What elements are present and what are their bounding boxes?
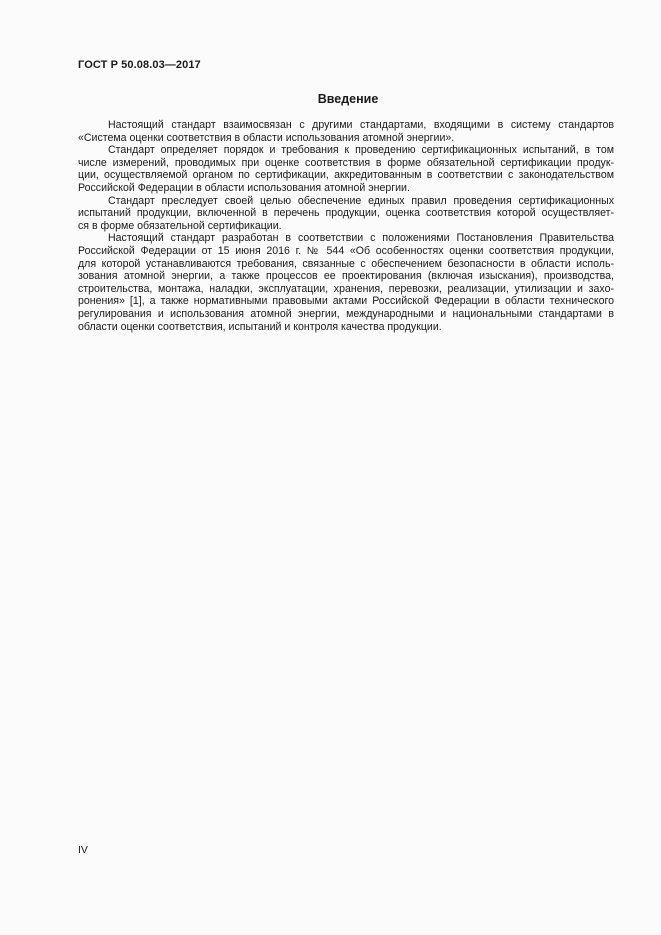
introduction-body	[78, 119, 614, 333]
paragraph-2	[78, 144, 614, 194]
text-line: числе измерений, проводимых при оценке соответствия в форме обязательной сертификации продук-	[78, 156, 614, 169]
paragraph-1	[78, 119, 614, 144]
text-line: регулирования и использования атомной энергии, международными и национальными стандартами в	[78, 307, 614, 320]
text-line: Стандарт определяет порядок и требования к проведению сертификационных испытаний, в том	[108, 144, 614, 157]
paragraph-4	[78, 232, 614, 333]
text-line: ронения» [1], а также нормативными правовыми актами Российской Федерации в области технического	[78, 295, 614, 308]
page-number: IV	[78, 844, 88, 856]
text-line: Настоящий стандарт разработан в соответствии с положениями Постановления Правительства	[108, 232, 614, 245]
text-line: для которой устанавливаются требования, связанные с обеспечением безопасности в области исполь-	[78, 257, 614, 270]
section-title: Введение	[317, 92, 379, 106]
text-line: Настоящий стандарт взаимосвязан с другими стандартами, входящими в систему стандартов	[108, 119, 614, 131]
text-line: Российской Федерации от 15 июня 2016 г. № 544 «Об особенностях оценки соответствия продукции,	[78, 244, 614, 257]
text-line: Российской Федерации в области использования атомной энергии.	[78, 181, 410, 194]
text-line: области оценки соответствия, испытаний и контроля качества продукции.	[78, 320, 442, 333]
text-line: «Система оценки соответствия в области использования атомной энергии».	[78, 131, 455, 144]
text-line: зования атомной энергии, а также процессов ее проектирования (включая изыскания), производства,	[78, 270, 614, 283]
text-line: строительства, монтажа, наладки, эксплуатации, хранения, перевозки, реализации, утилизации и захо-	[78, 282, 614, 295]
text-line: ся в форме обязательной сертификации.	[78, 219, 282, 232]
text-line: ции, осуществляемой органом по сертификации, аккредитованным в соответствии с законодательством	[78, 169, 614, 182]
text-line: Стандарт преследует своей целью обеспечение единых правил проведения сертификационных	[108, 194, 614, 207]
document-code-header: ГОСТ Р 50.08.03—2017	[78, 59, 201, 71]
paragraph-3	[78, 195, 614, 233]
text-line: испытаний продукции, включенной в перечень продукции, оценка соответствия которой осуществляет-	[78, 207, 614, 220]
